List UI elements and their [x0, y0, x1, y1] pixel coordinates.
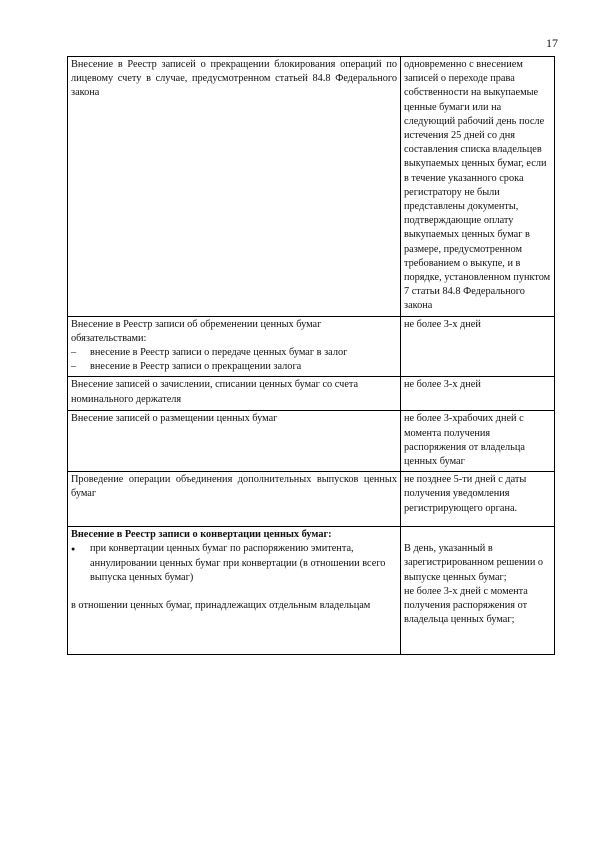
- list-item: – внесение в Реестр записи о прекращении залога: [71, 360, 397, 374]
- deadline-cell: не более 3-х дней: [401, 316, 555, 377]
- operation-cell: Внесение записей о зачислении, списании ценных бумаг со счета номинального держателя: [68, 377, 401, 411]
- operation-cell: Проведение операции объединения дополнительных выпусков ценных бумаг: [68, 472, 401, 527]
- table-row: [68, 527, 555, 655]
- operation-cell: [68, 527, 401, 655]
- operation-cell: Внесение в Реестр записей о прекращении блокирования операций по лицевому счету в случае, предусмотренном статьей 84.8 Федерального закона: [68, 57, 401, 317]
- table-row: [68, 411, 555, 472]
- deadline-text: В день, указанный в зарегистрированном решении о выпуске ценных бумаг;: [404, 543, 544, 583]
- operation-title: Внесение в Реестр записи о конвертации ценных бумаг:: [71, 529, 332, 541]
- operation-title: Внесение в Реестр записи об обременении ценных бумаг обязательствами:: [71, 318, 322, 344]
- operation-list: [71, 542, 397, 585]
- operations-table: [67, 56, 555, 655]
- deadline-text: не более 3-х дней с момента получения распоряжения от владельца ценных бумаг;: [404, 585, 528, 626]
- deadline-cell: не позднее 5-ти дней с даты получения уведомления регистрирующего органа.: [401, 472, 555, 527]
- table-row: [68, 377, 555, 411]
- table-row: [68, 316, 555, 377]
- page-number: 17: [546, 36, 558, 50]
- deadline-cell: одновременно с внесением записей о переходе права собственности на выкупаемые ценные бумаги или на следующий рабочий день после истечения 25 дней со дня составления списка владельцев выкупаемых ценных бумаг, если в течение указанного срока регистратору не были представлены документы, подтверждающие оплату выкупаемых ценных бумаг в размере, предусмотренном требованием о выкупе, и в порядке, установленном пунктом 7 статьи 84.8 Федерального закона: [401, 57, 555, 317]
- table-row: [68, 472, 555, 527]
- operation-cell: [68, 316, 401, 377]
- operation-extra: в отношении ценных бумаг, принадлежащих отдельным владельцам: [71, 600, 371, 612]
- deadline-cell: не более 3-храбочих дней с момента получения распоряжения от владельца ценных бумаг: [401, 411, 555, 472]
- operation-cell: Внесение записей о размещении ценных бумаг: [68, 411, 401, 472]
- deadline-cell: не более 3-х дней: [401, 377, 555, 411]
- list-item: ● при конвертации ценных бумаг по распоряжению эмитента, аннулировании ценных бумаг при конвертации (в отношении всего выпуска ценных бумаг): [71, 542, 397, 585]
- deadline-cell: [401, 527, 555, 655]
- operation-list: [71, 346, 397, 374]
- list-item: – внесение в Реестр записи о передаче ценных бумаг в залог: [71, 346, 397, 360]
- table-row: [68, 57, 555, 317]
